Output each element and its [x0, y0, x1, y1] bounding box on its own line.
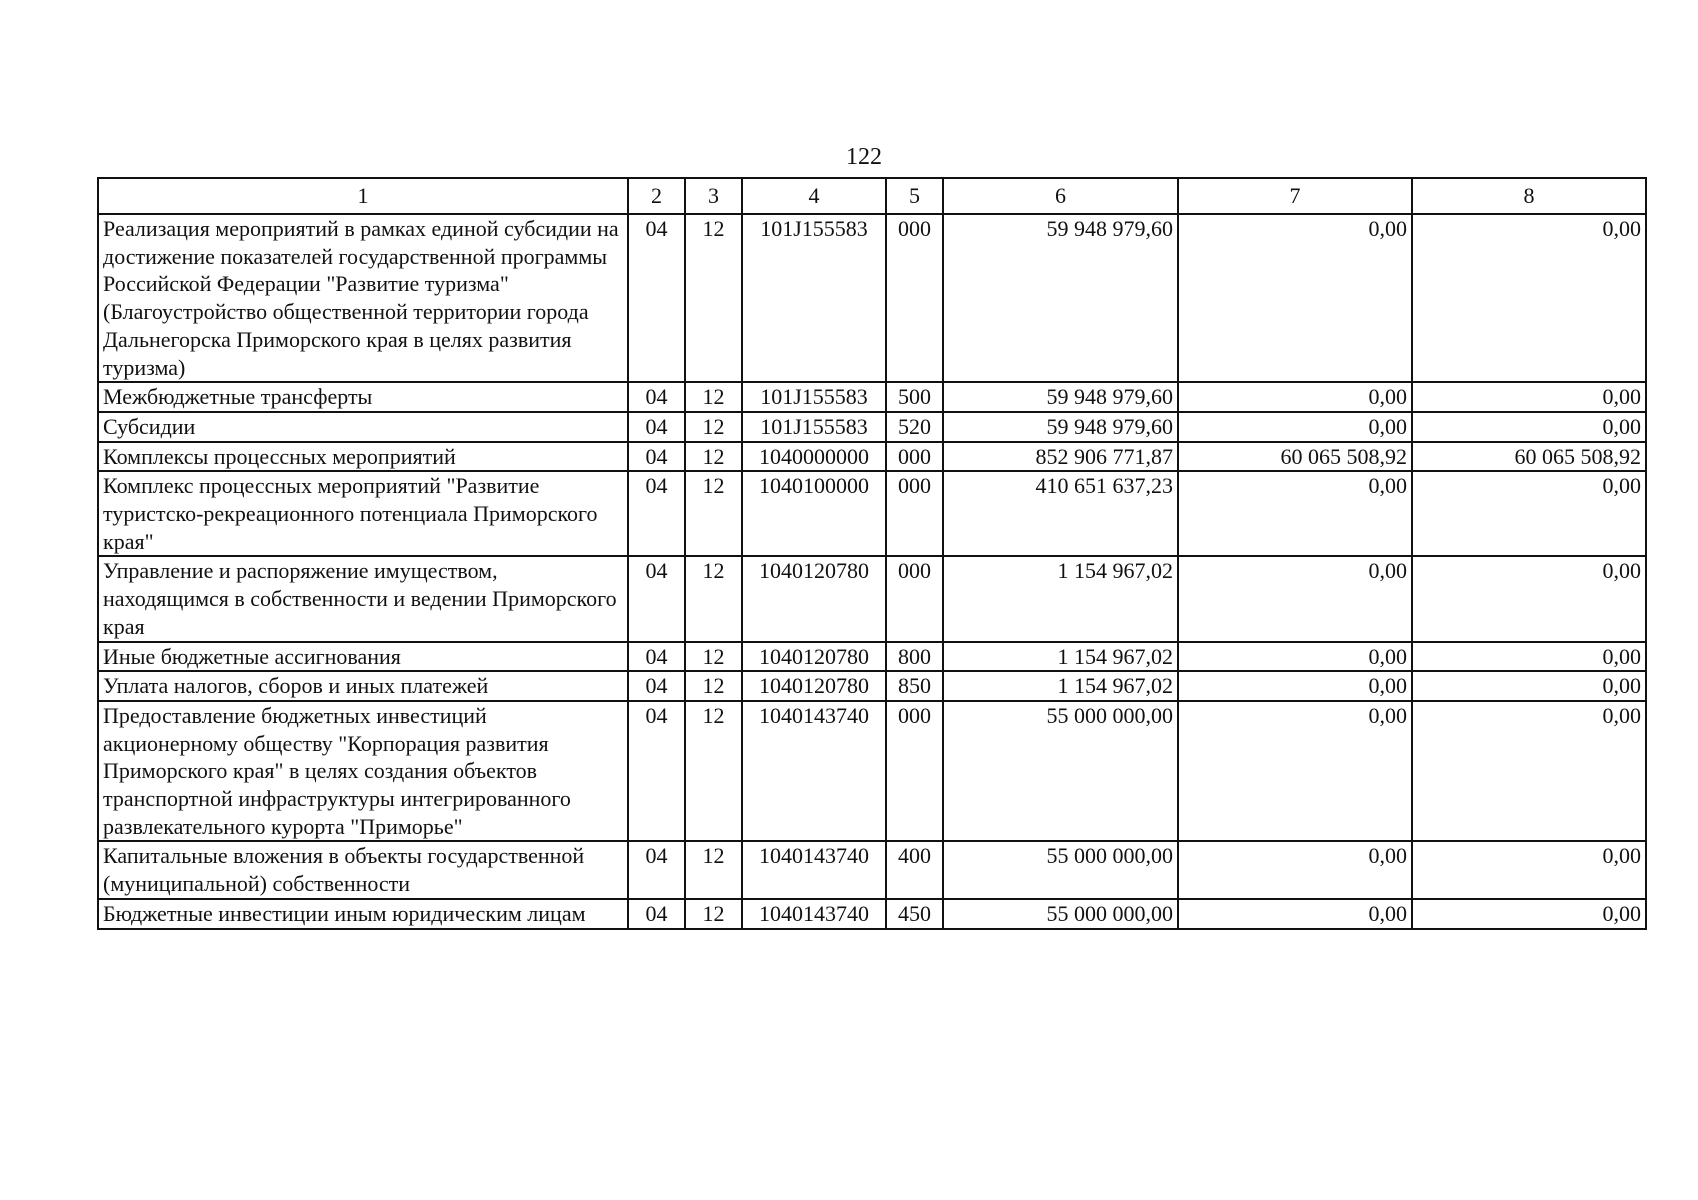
cell-amount-8: 0,00	[1412, 471, 1646, 556]
cell-target-code: 101J155583	[742, 214, 886, 382]
table-row	[98, 214, 1646, 382]
column-header: 1	[98, 178, 628, 214]
cell-target-code: 1040120780	[742, 642, 886, 672]
cell-amount-8: 0,00	[1412, 412, 1646, 442]
cell-amount-6: 59 948 979,60	[943, 214, 1178, 382]
row-name: Бюджетные инвестиции иным юридическим лицам	[98, 899, 628, 929]
cell-subsection: 12	[685, 471, 742, 556]
cell-amount-6: 1 154 967,02	[943, 642, 1178, 672]
cell-subsection: 12	[685, 701, 742, 842]
row-name: Комплекс процессных мероприятий "Развитие туристско-рекреационного потенциала Приморского края"	[98, 471, 628, 556]
cell-amount-7: 0,00	[1178, 412, 1412, 442]
cell-section: 04	[628, 214, 685, 382]
cell-section: 04	[628, 412, 685, 442]
cell-amount-8: 0,00	[1412, 642, 1646, 672]
row-name: Капитальные вложения в объекты государственной (муниципальной) собственности	[98, 841, 628, 898]
table-row	[98, 671, 1646, 701]
cell-amount-7: 0,00	[1178, 382, 1412, 412]
column-header: 5	[886, 178, 943, 214]
cell-subsection: 12	[685, 899, 742, 929]
row-name: Реализация мероприятий в рамках единой субсидии на достижение показателей государственной программы Российской Федерации "Развитие туризма" (Благоустройство общественной территории города Дальнегорска Приморского края в целях развития туризма)	[98, 214, 628, 382]
cell-section: 04	[628, 382, 685, 412]
cell-subsection: 12	[685, 442, 742, 472]
table-row	[98, 899, 1646, 929]
cell-amount-6: 59 948 979,60	[943, 412, 1178, 442]
cell-amount-7: 0,00	[1178, 471, 1412, 556]
cell-expense-type: 000	[886, 701, 943, 842]
header-row	[98, 178, 1646, 214]
cell-expense-type: 520	[886, 412, 943, 442]
cell-subsection: 12	[685, 382, 742, 412]
cell-target-code: 1040120780	[742, 671, 886, 701]
row-name: Предоставление бюджетных инвестиций акционерному обществу "Корпорация развития Приморского края" в целях создания объектов транспортной инфраструктуры интегрированного развлекательного курорта "Приморье"	[98, 701, 628, 842]
cell-section: 04	[628, 899, 685, 929]
table-row	[98, 841, 1646, 898]
cell-expense-type: 000	[886, 214, 943, 382]
cell-expense-type: 850	[886, 671, 943, 701]
cell-amount-7: 0,00	[1178, 556, 1412, 641]
table-row	[98, 642, 1646, 672]
cell-amount-6: 852 906 771,87	[943, 442, 1178, 472]
cell-amount-6: 1 154 967,02	[943, 556, 1178, 641]
cell-target-code: 1040100000	[742, 471, 886, 556]
cell-subsection: 12	[685, 841, 742, 898]
cell-amount-7: 0,00	[1178, 671, 1412, 701]
cell-section: 04	[628, 556, 685, 641]
cell-amount-7: 0,00	[1178, 642, 1412, 672]
cell-subsection: 12	[685, 671, 742, 701]
cell-amount-6: 55 000 000,00	[943, 841, 1178, 898]
cell-amount-6: 59 948 979,60	[943, 382, 1178, 412]
row-name: Субсидии	[98, 412, 628, 442]
cell-expense-type: 500	[886, 382, 943, 412]
column-header: 3	[685, 178, 742, 214]
cell-expense-type: 450	[886, 899, 943, 929]
cell-amount-6: 55 000 000,00	[943, 899, 1178, 929]
cell-section: 04	[628, 701, 685, 842]
cell-section: 04	[628, 642, 685, 672]
cell-amount-8: 0,00	[1412, 671, 1646, 701]
cell-amount-6: 1 154 967,02	[943, 671, 1178, 701]
cell-amount-8: 0,00	[1412, 899, 1646, 929]
cell-amount-8: 0,00	[1412, 841, 1646, 898]
cell-amount-7: 0,00	[1178, 701, 1412, 842]
row-name: Уплата налогов, сборов и иных платежей	[98, 671, 628, 701]
cell-subsection: 12	[685, 556, 742, 641]
column-header: 7	[1178, 178, 1412, 214]
column-header: 2	[628, 178, 685, 214]
cell-subsection: 12	[685, 412, 742, 442]
cell-amount-8: 0,00	[1412, 556, 1646, 641]
row-name: Комплексы процессных мероприятий	[98, 442, 628, 472]
cell-amount-6: 55 000 000,00	[943, 701, 1178, 842]
cell-expense-type: 000	[886, 442, 943, 472]
cell-section: 04	[628, 471, 685, 556]
column-header: 8	[1412, 178, 1646, 214]
cell-expense-type: 400	[886, 841, 943, 898]
table-row	[98, 471, 1646, 556]
cell-target-code: 1040143740	[742, 841, 886, 898]
cell-amount-8: 0,00	[1412, 382, 1646, 412]
cell-subsection: 12	[685, 642, 742, 672]
cell-target-code: 1040120780	[742, 556, 886, 641]
cell-target-code: 101J155583	[742, 382, 886, 412]
page-number: 122	[846, 144, 882, 170]
cell-section: 04	[628, 841, 685, 898]
cell-target-code: 1040000000	[742, 442, 886, 472]
table-row	[98, 701, 1646, 842]
budget-table	[97, 177, 1647, 930]
cell-section: 04	[628, 671, 685, 701]
cell-amount-7: 0,00	[1178, 214, 1412, 382]
table-row	[98, 412, 1646, 442]
table-row	[98, 442, 1646, 472]
cell-amount-8: 0,00	[1412, 214, 1646, 382]
cell-expense-type: 000	[886, 556, 943, 641]
table-row	[98, 382, 1646, 412]
cell-target-code: 1040143740	[742, 899, 886, 929]
row-name: Управление и распоряжение имуществом, находящимся в собственности и ведении Приморского края	[98, 556, 628, 641]
column-header: 6	[943, 178, 1178, 214]
cell-amount-7: 0,00	[1178, 841, 1412, 898]
cell-amount-6: 410 651 637,23	[943, 471, 1178, 556]
cell-amount-7: 60 065 508,92	[1178, 442, 1412, 472]
table-row	[98, 556, 1646, 641]
cell-amount-8: 0,00	[1412, 701, 1646, 842]
cell-target-code: 1040143740	[742, 701, 886, 842]
cell-expense-type: 800	[886, 642, 943, 672]
column-header: 4	[742, 178, 886, 214]
row-name: Межбюджетные трансферты	[98, 382, 628, 412]
row-name: Иные бюджетные ассигнования	[98, 642, 628, 672]
cell-section: 04	[628, 442, 685, 472]
cell-target-code: 101J155583	[742, 412, 886, 442]
cell-expense-type: 000	[886, 471, 943, 556]
cell-amount-7: 0,00	[1178, 899, 1412, 929]
cell-amount-8: 60 065 508,92	[1412, 442, 1646, 472]
cell-subsection: 12	[685, 214, 742, 382]
